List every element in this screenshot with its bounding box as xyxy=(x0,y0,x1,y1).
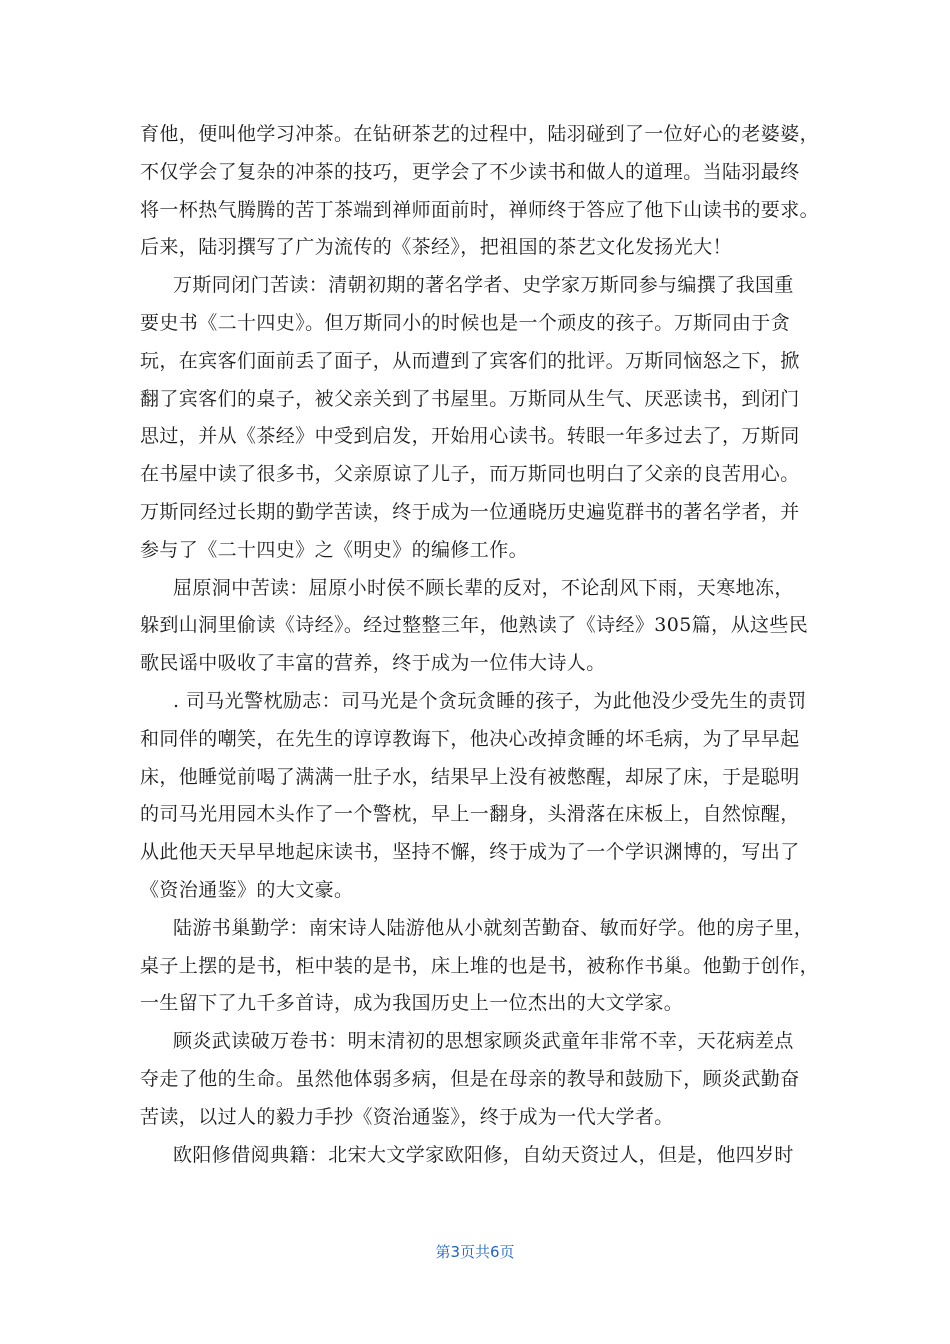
text-line: 思过，并从《茶经》中受到启发，开始用心读书。转眼一年多过去了，万斯同 xyxy=(140,425,800,448)
text-line: 躲到山洞里偷读《诗经》。经过整整三年，他熟读了《诗经》305篇，从这些民 xyxy=(140,614,809,637)
paragraph-lu-yu-continued xyxy=(140,116,820,267)
text-line: 将一杯热气腾腾的苦丁茶端到禅师面前时，禅师终于答应了他下山读书的要求。 xyxy=(140,198,820,221)
paragraph-ouyang-xiu xyxy=(140,1137,812,1175)
text-line: 欧阳修借阅典籍：北宋大文学家欧阳修，自幼天资过人，但是，他四岁时 xyxy=(173,1143,794,1166)
text-line: 顾炎武读破万卷书：明末清初的思想家顾炎武童年非常不幸，天花病差点 xyxy=(173,1030,794,1053)
text-line: 和同伴的嘲笑，在先生的谆谆教诲下，他决心改掉贪睡的坏毛病，为了早早起 xyxy=(140,727,800,750)
text-line: 一生留下了九千多首诗，成为我国历史上一位杰出的大文学家。 xyxy=(140,992,684,1015)
text-line: 陆游书巢勤学：南宋诗人陆游他从小就刻苦勤奋、敏而好学。他的房子里， xyxy=(173,916,814,939)
text-line: 参与了《二十四史》之《明史》的编修工作。 xyxy=(140,538,529,561)
paragraph-gu-yanwu xyxy=(140,1023,812,1136)
paragraph-lu-you xyxy=(140,910,820,1023)
text-line: 苦读，以过人的毅力手抄《资治通鉴》，终于成为一代大学者。 xyxy=(140,1105,674,1128)
text-line: 要史书《二十四史》。但万斯同小的时候也是一个顽皮的孩子。万斯同由于贪 xyxy=(140,311,791,334)
text-line: 从此他天天早早地起床读书，坚持不懈，终于成为了一个学识渊博的，写出了 xyxy=(140,841,800,864)
document-body xyxy=(140,116,820,1174)
text-line: 夺走了他的生命。虽然他体弱多病，但是在母亲的教导和鼓励下，顾炎武勤奋 xyxy=(140,1067,800,1090)
text-line: 歌民谣中吸收了丰富的营养，终于成为一位伟大诗人。 xyxy=(140,652,606,675)
text-line: 不仅学会了复杂的冲茶的技巧，更学会了不少读书和做人的道理。当陆羽最终 xyxy=(140,160,800,183)
text-line: 后来，陆羽撰写了广为流传的《茶经》，把祖国的茶艺文化发扬光大！ xyxy=(140,236,732,259)
text-line: 桌子上摆的是书，柜中装的是书，床上堆的也是书，被称作书巢。他勤于创作， xyxy=(140,954,820,977)
text-line: 玩，在宾客们面前丢了面子，从而遭到了宾客们的批评。万斯同恼怒之下，掀 xyxy=(140,349,800,372)
text-line: 屈原洞中苦读：屈原小时侯不顾长辈的反对，不论刮风下雨，天寒地冻， xyxy=(173,576,794,599)
text-line: 万斯同经过长期的勤学苦读，终于成为一位通晓历史遍览群书的著名学者，并 xyxy=(140,500,800,523)
text-line: 翻了宾客们的桌子，被父亲关到了书屋里。万斯同从生气、厌恶读书，到闭门 xyxy=(140,387,800,410)
page-number-label: 第3页共6页 xyxy=(435,1243,515,1261)
paragraph-wan-sitong xyxy=(140,267,812,569)
page-footer xyxy=(0,1240,950,1264)
paragraph-qu-yuan xyxy=(140,570,812,683)
text-line: 床，他睡觉前喝了满满一肚子水，结果早上没有被憋醒，却尿了床，于是聪明 xyxy=(140,765,800,788)
text-line: . 司马光警枕励志：司马光是个贪玩贪睡的孩子，为此他没少受先生的责罚 xyxy=(173,689,807,712)
text-line: 的司马光用园木头作了一个警枕，早上一翻身，头滑落在床板上，自然惊醒， xyxy=(140,803,800,826)
paragraph-sima-guang xyxy=(140,683,812,910)
text-line: 万斯同闭门苦读：清朝初期的著名学者、史学家万斯同参与编撰了我国重 xyxy=(173,274,794,297)
text-line: 育他，便叫他学习冲茶。在钻研茶艺的过程中，陆羽碰到了一位好心的老婆婆， xyxy=(140,123,820,145)
text-line: 在书屋中读了很多书，父亲原谅了儿子，而万斯同也明白了父亲的良苦用心。 xyxy=(140,463,800,486)
text-line: 《资治通鉴》的大文豪。 xyxy=(140,878,354,901)
